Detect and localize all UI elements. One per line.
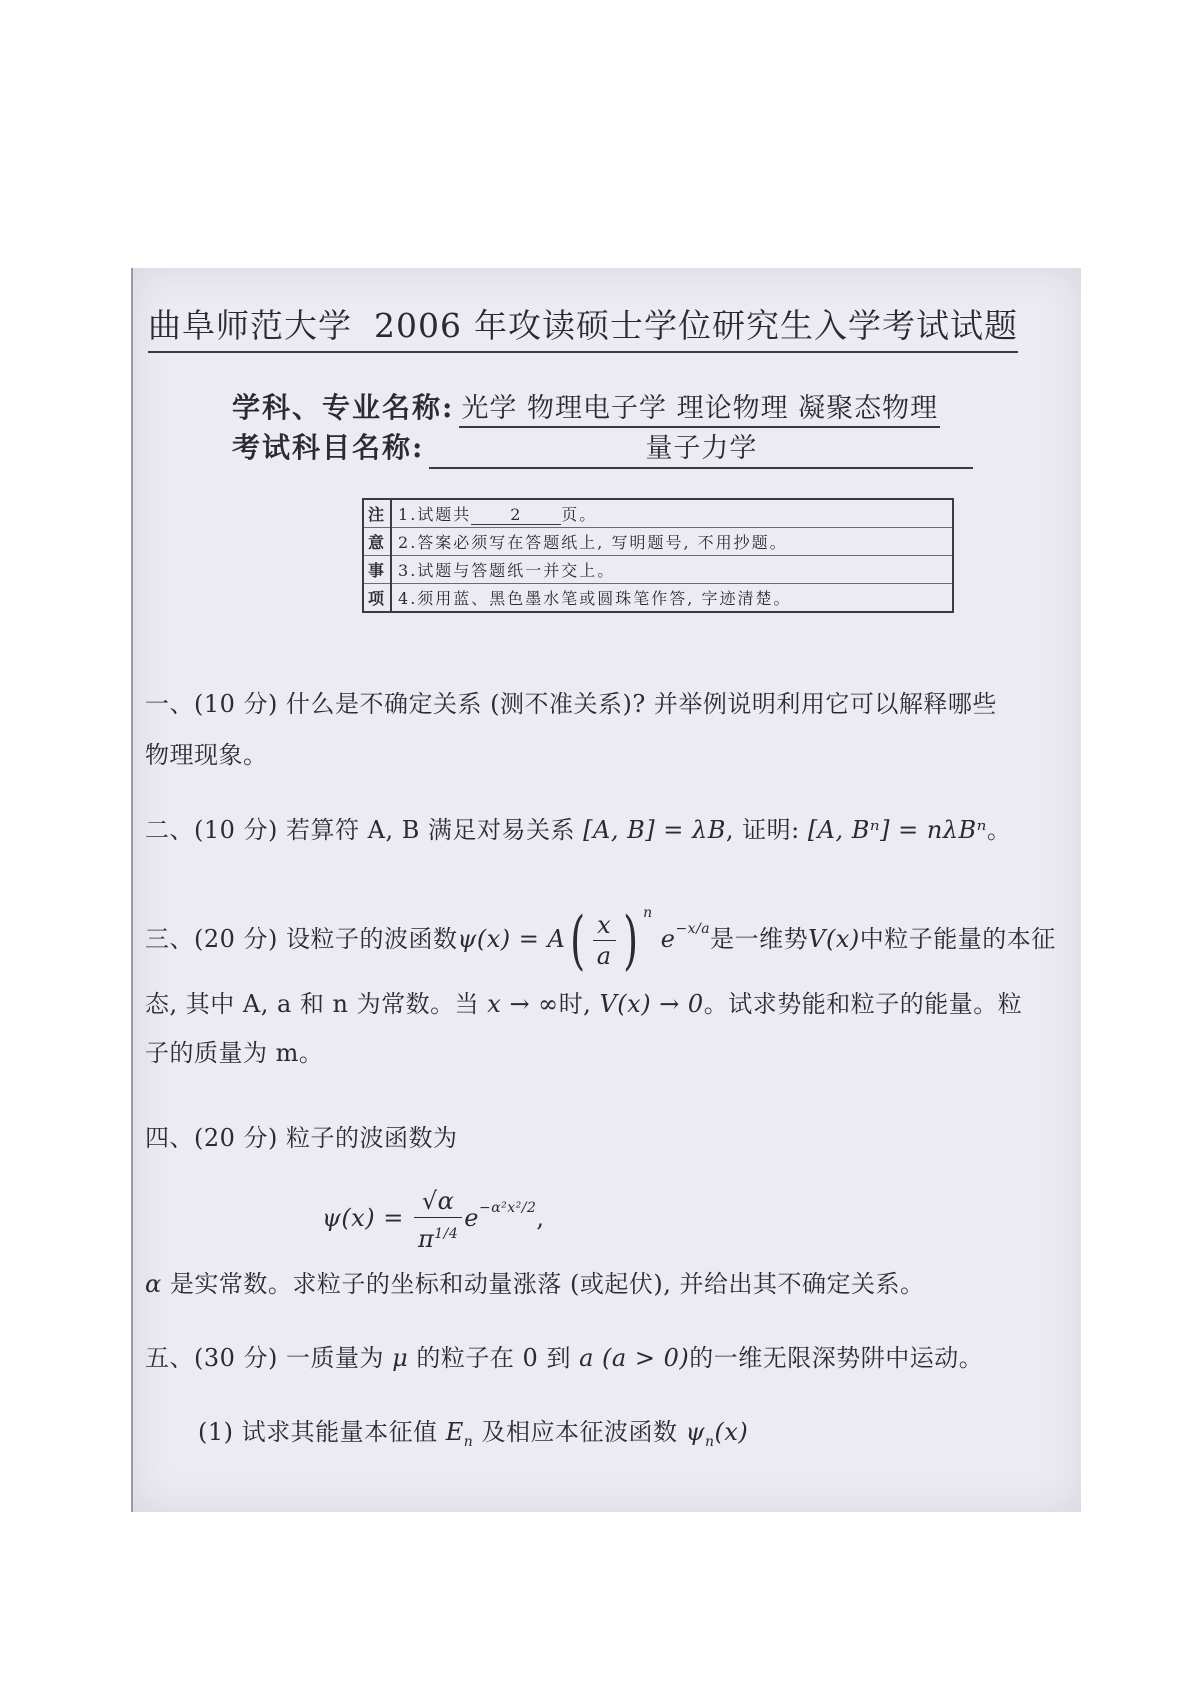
- question-4-frac-num: √α: [414, 1185, 462, 1218]
- question-5-prefix: 五、(30 分) 一质量为: [145, 1344, 385, 1372]
- question-5-a: a: [579, 1344, 594, 1372]
- question-4-comma: ,: [536, 1204, 545, 1232]
- question-5-mu: μ: [392, 1344, 409, 1372]
- question-3-psi: ψ(x) = A: [457, 925, 566, 953]
- notice-item-1: [391, 499, 953, 528]
- question-5-part-1-mid: 及相应本征波函数: [481, 1418, 678, 1446]
- question-3-mid: 是一维势: [710, 925, 809, 953]
- question-5-part-1-x: (x): [714, 1418, 749, 1446]
- question-1-line-1: 一、(10 分) 什么是不确定关系 (测不准关系)? 并举例说明利用它可以解释哪些: [145, 690, 997, 718]
- question-2-prove: , 证明:: [725, 816, 800, 844]
- notice-item-2: 2.答案必须写在答题纸上, 写明题号, 不用抄题。: [391, 528, 953, 556]
- question-4-frac-den: [414, 1218, 462, 1255]
- right-paren: ): [622, 903, 638, 978]
- question-3-fraction: [593, 910, 616, 971]
- subject-row: [232, 426, 973, 469]
- question-5-part-1-E: E: [445, 1418, 464, 1446]
- question-5-line-1: [145, 1338, 983, 1373]
- question-4-line-2-text: 是实常数。求粒子的坐标和动量涨落 (或起伏), 并给出其不确定关系。: [169, 1270, 925, 1298]
- question-4-alpha: α: [145, 1270, 162, 1298]
- question-1-line-2: 物理现象。: [145, 741, 268, 769]
- question-5-tail: 的一维无限深势阱中运动。: [689, 1344, 984, 1372]
- question-2-result: [A, Bⁿ] = nλBⁿ: [807, 816, 987, 844]
- subject-value: 量子力学: [429, 426, 973, 469]
- title-school: 曲阜师范大学: [148, 306, 352, 345]
- question-4-formula: [322, 1168, 545, 1258]
- question-5-part-1: [198, 1412, 748, 1450]
- question-3-frac-num: x: [593, 910, 616, 941]
- question-4-fraction: [414, 1185, 462, 1255]
- question-3-line-2-a: 态, 其中 A, a 和 n 为常数。当: [145, 990, 480, 1018]
- question-2: [145, 810, 1011, 845]
- question-3-limit-x: x → ∞: [487, 990, 559, 1018]
- subject-label: 考试科目名称:: [232, 431, 425, 464]
- question-3-line-2: [145, 984, 1022, 1019]
- question-3-line-2-c: 。试求势能和粒子的能量。粒: [703, 990, 1023, 1018]
- left-paren: (: [570, 903, 586, 978]
- question-5-part-1-E-sub: n: [463, 1433, 474, 1450]
- title-year: 2006: [374, 306, 462, 345]
- question-3-frac-den: a: [596, 942, 612, 970]
- question-3-e-exp: −x/a: [675, 921, 711, 937]
- question-4-psi: ψ(x) =: [322, 1204, 404, 1232]
- notice-box: [362, 498, 954, 613]
- question-3-exp-n: n: [643, 905, 653, 921]
- question-3-line-1: [145, 868, 1056, 984]
- notice-side-1: 注: [363, 499, 391, 528]
- major-value: 光学 物理电子学 理论物理 凝聚态物理: [459, 393, 940, 428]
- question-3-prefix: 三、(20 分) 设粒子的波函数: [145, 925, 458, 953]
- notice-side-2: 意: [363, 528, 391, 556]
- notice-side-4: 项: [363, 584, 391, 613]
- question-4-den-exp: 1/4: [434, 1225, 459, 1242]
- exam-title: [148, 300, 1018, 353]
- notice-item-4: 4.须用蓝、黑色墨水笔或圆珠笔作答, 字迹清楚。: [391, 584, 953, 613]
- notice-item-1-suffix: 页。: [561, 505, 598, 524]
- question-5-part-1-psi: ψ: [685, 1418, 705, 1446]
- question-5-part-1-prefix: (1) 试求其能量本征值: [198, 1418, 438, 1446]
- question-3-v: V(x): [808, 925, 860, 953]
- question-5-mid: 的粒子在 0 到: [416, 1344, 571, 1372]
- major-row: [232, 386, 940, 426]
- question-2-text: 二、(10 分) 若算符 A, B 满足对易关系: [145, 816, 576, 844]
- question-4-line-2: [145, 1264, 924, 1299]
- question-4-line-1: 四、(20 分) 粒子的波函数为: [145, 1124, 458, 1152]
- question-2-relation: [A, B] = λB: [583, 816, 726, 844]
- notice-item-1-prefix: 1.试题共: [398, 505, 472, 524]
- title-rest: 年攻读硕士学位研究生入学考试试题: [473, 306, 1018, 345]
- notice-page-count: 2: [471, 505, 561, 525]
- question-5-part-1-psi-sub: n: [704, 1433, 715, 1450]
- question-3-e: e: [660, 925, 676, 953]
- notice-item-3: 3.试题与答题纸一并交上。: [391, 556, 953, 584]
- question-2-end: 。: [986, 816, 1012, 844]
- notice-side-3: 事: [363, 556, 391, 584]
- question-5-cond: (a > 0): [602, 1344, 690, 1372]
- question-3-limit-v: V(x) → 0: [599, 990, 704, 1018]
- question-4-e-exp: −α²x²/2: [478, 1200, 537, 1216]
- question-3-line-3: 子的质量为 m。: [145, 1039, 324, 1067]
- major-label: 学科、专业名称:: [232, 391, 455, 424]
- question-4-e: e: [464, 1204, 479, 1232]
- question-3-line-2-b: 时,: [558, 990, 592, 1018]
- question-3-tail: 中粒子能量的本征: [859, 925, 1056, 953]
- question-4-den-pi: π: [417, 1224, 435, 1253]
